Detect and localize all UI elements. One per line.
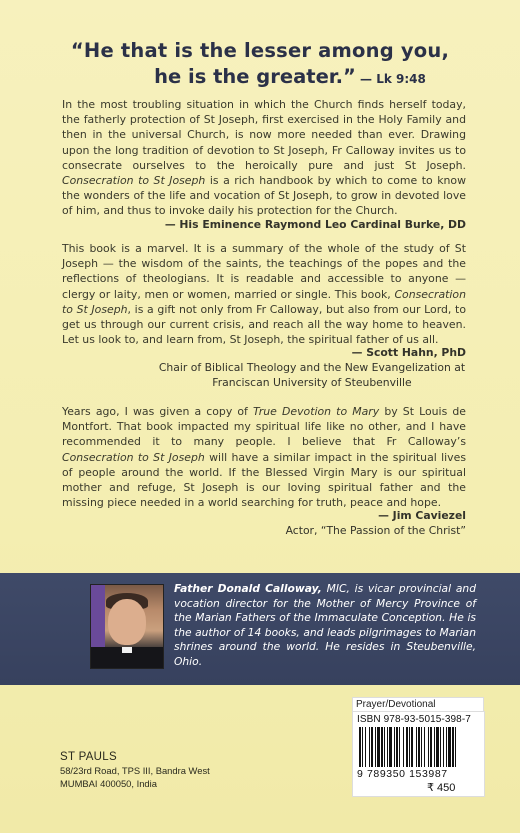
endorsement-hahn-role: Chair of Biblical Theology and the New Evangelization at Franciscan University of Steubenville xyxy=(158,361,466,389)
endorsement-burke: In the most troubling situation in which the Church finds herself today, the fatherly protection of St Joseph, first exercised in the Holy Family and then in the universal Church, is now more needed than ever. Drawing upon the long tradition of devotion to St Joseph, Fr Calloway invites us to consecrate ourselves to the heroically pure and just St Joseph. Consecration to St Joseph is a rich handbook by which to come to know the wonders of the life and vocation of St Joseph, to grow in devoted love of him, and thus to invoke daily his protection for the Church. xyxy=(62,98,466,218)
barcode-number: 9 789350 153987 xyxy=(357,768,448,780)
quote-reference: — Lk 9:48 xyxy=(355,72,426,86)
publisher-info xyxy=(60,750,210,790)
publisher-address-line-2: MUMBAI 400050, India xyxy=(60,778,157,789)
endorsement-hahn: This book is a marvel. It is a summary of the whole of the study of St Joseph — the wisdom of the saints, the teachings of the popes and the reflections of theologians. It is readable and accessible to anyone — clergy or laity, men or women, married or single. This book, Consecration to St Joseph, is a gift not only from Fr Calloway, but also from our Lord, to get us through our current crisis, and reach all the way home to heaven. Let us look to, and learn from, St Joseph, the spiritual father of us all. xyxy=(62,242,466,347)
epigraph-quote xyxy=(0,38,520,92)
price: ₹ 450 xyxy=(427,782,456,794)
endorsement-caviezel: Years ago, I was given a copy of True Devotion to Mary by St Louis de Montfort. That book impacted my spiritual life like no other, and I have recommended it to many people. I believe that Fr Calloway’s Consecration to St Joseph will have a similar impact in the spiritual lives of people around the world. If the Blessed Virgin Mary is our spiritual mother and refuge, St Joseph is our loving spiritual father and the missing piece needed in a world searching for truth, peace and hope. xyxy=(62,405,466,510)
author-photo xyxy=(90,584,164,669)
barcode-block xyxy=(352,711,485,797)
endorsement-hahn-author: — Scott Hahn, PhD xyxy=(351,346,466,359)
endorsement-caviezel-author: — Jim Caviezel xyxy=(378,509,466,522)
endorsement-burke-author: — His Eminence Raymond Leo Cardinal Burke, DD xyxy=(164,218,466,231)
barcode-icon xyxy=(359,727,478,767)
isbn-text: ISBN 978-93-5015-398-7 xyxy=(357,714,471,725)
publisher-address-line-1: 58/23rd Road, TPS III, Bandra West xyxy=(60,765,210,776)
author-bio: Father Donald Calloway, MIC, is vicar provincial and vocation director for the Mother of Mercy Province of the Marian Fathers of the Immaculate Conception. He is the author of 14 books, and leads pilgrimages to Marian shrines around the world. He resides in Steubenville, Ohio. xyxy=(174,582,476,668)
quote-line-1: “He that is the lesser among you, xyxy=(70,39,450,62)
endorsement-caviezel-role: Actor, “The Passion of the Christ” xyxy=(285,524,466,537)
publisher-name: ST PAULS xyxy=(60,751,117,763)
genre-label: Prayer/Devotional xyxy=(352,697,484,711)
quote-line-2: he is the greater.” xyxy=(154,65,356,88)
